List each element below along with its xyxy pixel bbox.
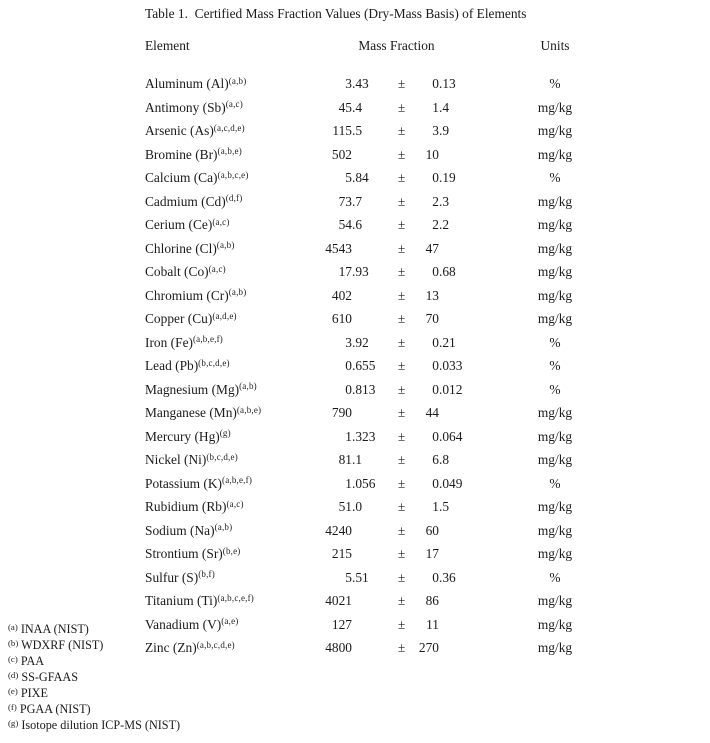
uncertainty-dec: .4	[439, 99, 450, 115]
units: mg/kg	[537, 217, 573, 232]
plus-minus-sign: ±	[397, 452, 406, 467]
element-name: Mercury (Hg)	[145, 428, 220, 444]
plus-minus-sign: ±	[397, 569, 406, 585]
table-row	[145, 73, 640, 97]
value-dec: .6	[352, 217, 363, 232]
value-dec	[352, 285, 385, 309]
element-name: Arsenic (As)	[145, 123, 214, 138]
value-int: 45	[338, 99, 352, 115]
value-dec	[352, 144, 385, 168]
uncertainty-dec	[439, 590, 470, 614]
uncertainty-int: 17	[425, 546, 439, 561]
units: %	[549, 475, 561, 491]
table-row	[145, 285, 640, 309]
element-name: Zinc (Zn)	[145, 640, 197, 655]
uncertainty-int: 0	[432, 358, 439, 373]
element-name: Magnesium (Mg)	[145, 381, 240, 397]
value-dec: .056	[352, 475, 376, 491]
uncertainty-dec: .3	[439, 193, 450, 209]
units: mg/kg	[537, 405, 573, 420]
element-name: Cadmium (Cd)	[145, 193, 226, 209]
footnote-text: PGAA (NIST)	[19, 702, 91, 716]
uncertainty-int: 0	[432, 170, 439, 185]
uncertainty-dec	[439, 308, 470, 332]
value-dec: .813	[352, 381, 376, 397]
units: mg/kg	[537, 593, 573, 608]
element-name: Titanium (Ti)	[145, 593, 218, 608]
table-row	[145, 496, 640, 520]
table-row	[145, 238, 640, 262]
plus-minus-sign: ±	[397, 311, 406, 326]
uncertainty-int: 70	[425, 311, 439, 326]
uncertainty-dec: .9	[439, 123, 450, 138]
plus-minus-sign: ±	[397, 76, 406, 91]
uncertainty-int: 44	[425, 405, 439, 420]
uncertainty-int: 2	[432, 193, 439, 209]
table-row	[145, 520, 640, 544]
element-method-refs: (a,c,d,e)	[213, 122, 245, 133]
value-int: 610	[331, 311, 352, 326]
uncertainty-dec: .68	[439, 264, 456, 279]
value-dec: .0	[352, 499, 363, 514]
uncertainty-dec	[439, 520, 470, 544]
value-int: 5	[345, 170, 352, 185]
value-dec: .323	[352, 428, 376, 444]
plus-minus-sign: ±	[397, 193, 406, 209]
uncertainty-dec: .21	[439, 334, 456, 350]
uncertainty-dec	[439, 285, 470, 309]
footnote-marker: (d)	[8, 669, 19, 680]
column-header-mass-fraction: Mass Fraction	[358, 38, 435, 53]
uncertainty-dec: .5	[439, 499, 450, 514]
element-name: Antimony (Sb)	[145, 99, 226, 115]
value-dec	[352, 520, 385, 544]
uncertainty-dec	[439, 543, 470, 567]
units: mg/kg	[537, 311, 573, 326]
uncertainty-int: 0	[432, 381, 439, 397]
plus-minus-sign: ±	[397, 405, 406, 420]
plus-minus-sign: ±	[397, 593, 406, 608]
value-int: 51	[338, 499, 352, 514]
element-name: Potassium (K)	[145, 475, 222, 491]
element-name: Lead (Pb)	[145, 358, 199, 373]
plus-minus-sign: ±	[397, 546, 406, 561]
table-row	[145, 426, 640, 450]
uncertainty-dec: .049	[439, 475, 463, 491]
value-dec	[352, 238, 385, 262]
table-row	[145, 167, 640, 191]
element-method-refs: (a,e)	[221, 616, 239, 626]
units: mg/kg	[537, 264, 573, 279]
plus-minus-sign: ±	[397, 99, 406, 115]
plus-minus-sign: ±	[397, 499, 406, 514]
table-row	[145, 97, 640, 121]
element-method-refs: (a,b,e)	[217, 146, 242, 156]
value-int: 502	[331, 146, 352, 162]
table-row	[145, 191, 640, 215]
uncertainty-int: 0	[432, 475, 439, 491]
value-int: 4240	[325, 522, 352, 538]
element-method-refs: (a,b,e)	[236, 404, 262, 415]
uncertainty-int: 11	[426, 616, 439, 632]
uncertainty-dec: .2	[439, 217, 450, 232]
uncertainty-int: 10	[425, 146, 439, 162]
value-int: 54	[338, 217, 352, 232]
element-method-refs: (a,b)	[239, 381, 257, 391]
element-name: Cerium (Ce)	[145, 217, 213, 232]
table-row	[145, 144, 640, 168]
units: mg/kg	[537, 99, 573, 115]
value-int: 115	[332, 123, 352, 138]
table-row	[145, 308, 640, 332]
table-row	[145, 355, 640, 379]
uncertainty-int: 2	[432, 217, 439, 232]
uncertainty-dec: .19	[439, 170, 456, 185]
element-method-refs: (d,f)	[225, 193, 243, 203]
table-row	[145, 402, 640, 426]
element-name: Copper (Cu)	[145, 311, 213, 326]
uncertainty-int: 47	[425, 240, 439, 256]
table-row	[145, 567, 640, 591]
element-method-refs: (a,b,e,f)	[222, 475, 253, 485]
table-row	[145, 120, 640, 144]
table-row	[145, 449, 640, 473]
footnote	[8, 686, 180, 702]
uncertainty-dec: .13	[439, 76, 456, 91]
value-int: 3	[345, 334, 352, 350]
value-int: 73	[338, 193, 352, 209]
table-header-row	[145, 36, 640, 73]
element-method-refs: (a,d,e)	[212, 310, 237, 321]
element-name: Nickel (Ni)	[145, 452, 207, 467]
units: %	[549, 76, 561, 91]
value-dec: .84	[352, 170, 369, 185]
value-dec: .5	[352, 123, 363, 138]
plus-minus-sign: ±	[397, 170, 406, 185]
element-method-refs: (a,c)	[226, 498, 244, 509]
value-int: 215	[331, 546, 352, 561]
footnote-text: Isotope dilution ICP-MS (NIST)	[21, 718, 181, 732]
value-int: 790	[331, 405, 352, 420]
element-name: Rubidium (Rb)	[145, 499, 227, 514]
value-int: 0	[345, 381, 352, 397]
element-name: Iron (Fe)	[145, 334, 193, 350]
value-dec	[352, 308, 385, 332]
uncertainty-int: 0	[432, 264, 439, 279]
units: mg/kg	[537, 193, 573, 209]
value-int: 127	[331, 616, 352, 632]
element-method-refs: (b,f)	[198, 569, 215, 579]
element-method-refs: (a,b,e,f)	[192, 334, 223, 344]
value-int: 4800	[325, 640, 352, 655]
element-name: Calcium (Ca)	[145, 170, 218, 185]
units: mg/kg	[537, 240, 573, 256]
footnote-text: PAA	[20, 654, 45, 668]
element-method-refs: (a,c)	[212, 216, 230, 227]
units: mg/kg	[537, 546, 573, 561]
footnote-marker: (c)	[8, 653, 18, 664]
uncertainty-int: 270	[418, 640, 439, 655]
units: mg/kg	[537, 123, 573, 138]
certified-values-table	[145, 36, 640, 661]
uncertainty-int: 1	[432, 499, 439, 514]
table-row	[145, 590, 640, 614]
table-row	[145, 214, 640, 238]
uncertainty-int: 1	[432, 99, 439, 115]
table-body	[145, 73, 640, 661]
footnote	[8, 670, 180, 686]
plus-minus-sign: ±	[397, 123, 406, 138]
element-method-refs: (a,b)	[228, 287, 247, 297]
element-method-refs: (a,b)	[214, 522, 233, 532]
uncertainty-int: 3	[432, 123, 439, 138]
units: mg/kg	[537, 452, 573, 467]
uncertainty-dec	[439, 144, 470, 168]
element-name: Manganese (Mn)	[145, 405, 237, 420]
footnote-marker: (b)	[8, 637, 19, 648]
uncertainty-dec	[439, 614, 470, 638]
table-row	[145, 261, 640, 285]
units: mg/kg	[537, 428, 573, 444]
footnote	[8, 622, 180, 638]
units: %	[549, 334, 561, 350]
element-name: Bromine (Br)	[145, 146, 218, 162]
value-int: 0	[345, 358, 352, 373]
footnote	[8, 654, 180, 670]
footnote-text: INAA (NIST)	[20, 622, 89, 636]
table-row	[145, 473, 640, 497]
footnote-marker: (a)	[8, 621, 18, 632]
element-method-refs: (a,b)	[228, 75, 247, 86]
value-int: 17	[338, 264, 352, 279]
plus-minus-sign: ±	[397, 381, 406, 397]
table-row	[145, 637, 640, 661]
plus-minus-sign: ±	[397, 475, 406, 491]
element-method-refs: (b,e)	[222, 545, 241, 556]
element-name: Chlorine (Cl)	[145, 240, 217, 256]
element-method-refs: (a,b,c,e,f)	[217, 592, 255, 603]
footnote-marker: (e)	[8, 685, 18, 696]
footnote	[8, 638, 180, 654]
footnote	[8, 718, 180, 734]
element-name: Strontium (Sr)	[145, 546, 223, 561]
table-row	[145, 332, 640, 356]
footnote-marker: (f)	[8, 701, 17, 712]
value-dec	[352, 590, 385, 614]
table-row	[145, 614, 640, 638]
element-method-refs: (a,c)	[208, 263, 226, 274]
units: mg/kg	[537, 640, 573, 655]
value-int: 3	[345, 76, 352, 91]
value-dec: .4	[352, 99, 363, 115]
uncertainty-dec: .012	[439, 381, 463, 397]
element-name: Aluminum (Al)	[145, 76, 229, 91]
plus-minus-sign: ±	[397, 334, 406, 350]
value-int: 81	[338, 452, 352, 467]
uncertainty-int: 0	[432, 334, 439, 350]
uncertainty-int: 0	[432, 428, 439, 444]
uncertainty-int: 6	[432, 452, 439, 467]
uncertainty-int: 60	[425, 522, 439, 538]
uncertainty-int: 86	[425, 593, 439, 608]
element-name: Sodium (Na)	[145, 522, 215, 538]
value-int: 402	[331, 287, 352, 303]
plus-minus-sign: ±	[397, 522, 406, 538]
value-dec: .93	[352, 264, 369, 279]
uncertainty-int: 13	[425, 287, 439, 303]
value-dec: .655	[352, 358, 376, 373]
value-int: 4543	[325, 240, 352, 256]
units: %	[549, 170, 561, 185]
value-dec: .92	[352, 334, 369, 350]
plus-minus-sign: ±	[397, 264, 406, 279]
footnotes-section	[8, 622, 180, 734]
plus-minus-sign: ±	[397, 358, 406, 373]
plus-minus-sign: ±	[397, 287, 406, 303]
units: mg/kg	[537, 146, 573, 162]
footnote-marker: (g)	[8, 717, 19, 728]
value-dec	[352, 402, 385, 426]
plus-minus-sign: ±	[397, 640, 406, 655]
units: mg/kg	[537, 616, 573, 632]
plus-minus-sign: ±	[397, 428, 406, 444]
uncertainty-int: 0	[432, 569, 439, 585]
units: %	[549, 358, 561, 373]
value-int: 5	[345, 569, 352, 585]
element-method-refs: (a,b,c,d,e)	[196, 639, 235, 650]
column-header-units: Units	[540, 38, 570, 53]
element-name: Sulfur (S)	[145, 569, 199, 585]
footnote-text: PIXE	[20, 686, 48, 700]
uncertainty-dec	[439, 238, 470, 262]
uncertainty-dec	[439, 637, 470, 661]
footnote-text: WDXRF (NIST)	[21, 638, 104, 652]
element-method-refs: (a,b)	[216, 240, 235, 250]
value-dec: .1	[352, 452, 363, 467]
units: %	[549, 569, 561, 585]
value-dec: .43	[352, 76, 369, 91]
element-method-refs: (b,c,d,e)	[206, 451, 238, 462]
uncertainty-dec	[439, 402, 470, 426]
plus-minus-sign: ±	[397, 146, 406, 162]
value-int: 4021	[325, 593, 352, 608]
table-row	[145, 543, 640, 567]
units: mg/kg	[537, 522, 573, 538]
element-method-refs: (b,c,d,e)	[198, 357, 230, 368]
plus-minus-sign: ±	[397, 217, 406, 232]
uncertainty-dec: .033	[439, 358, 463, 373]
element-method-refs: (a,b,c,e)	[217, 169, 249, 180]
units: mg/kg	[537, 499, 573, 514]
value-dec: .7	[352, 193, 363, 209]
units: mg/kg	[537, 287, 573, 303]
element-name: Chromium (Cr)	[145, 287, 229, 303]
uncertainty-dec: .36	[439, 569, 456, 585]
value-int: 1	[345, 428, 352, 444]
value-dec	[352, 614, 385, 638]
value-int: 1	[345, 475, 352, 491]
plus-minus-sign: ±	[397, 240, 406, 256]
value-dec	[352, 543, 385, 567]
uncertainty-int: 0	[432, 76, 439, 91]
footnote-text: SS-GFAAS	[21, 670, 78, 684]
value-dec: .51	[352, 569, 369, 585]
element-method-refs: (g)	[219, 428, 231, 438]
units: %	[549, 381, 561, 397]
uncertainty-dec: .064	[439, 428, 463, 444]
footnote	[8, 702, 180, 718]
uncertainty-dec: .8	[439, 452, 450, 467]
plus-minus-sign: ±	[397, 616, 406, 632]
table-title: Table 1. Certified Mass Fraction Values (Dry-Mass Basis) of Elements	[145, 6, 527, 21]
table-row	[145, 379, 640, 403]
value-dec	[352, 637, 385, 661]
element-name: Cobalt (Co)	[145, 264, 209, 279]
column-header-element: Element	[145, 38, 190, 53]
element-method-refs: (a,c)	[225, 99, 243, 109]
element-name: Vanadium (V)	[145, 616, 222, 632]
